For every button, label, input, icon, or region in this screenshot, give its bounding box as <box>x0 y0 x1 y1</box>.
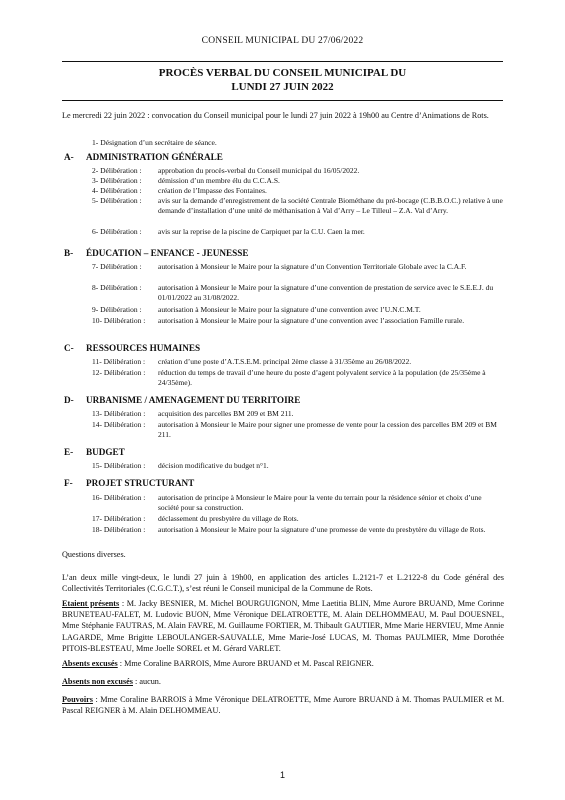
deliberation-text: démission d’un membre élu du C.C.A.S. <box>158 176 280 185</box>
presents-text: : M. Jacky BESNIER, M. Michel BOURGUIGNON, Mme Laetitia BLIN, Mme Aurore BRUAND, Mme Corinne BRUNETEAU-FALET, M. Ludovic BUON, Mme Véronique DELATROETTE, M. Alain DELHOMMEAU, M. Paul DOUESNEL, Mme Stéphanie FAUTRAS, M. Alain FAVRE, M. Guillaume FORTIER, M. Thibault GAUTIER, Mme Marie HERVIEU, Mme Annie LAGARDE, Mme Brigitte LEBOULANGER-SAUVALLE, Mme Marie-José LUCAS, M. Thomas PAULMIER, Mme Dorothée PITOIS-BLESTEAU, Mme Joelle SOREL et M. Gérard VARLET. <box>62 599 505 653</box>
deliberation-text: déclassement du presbytère du village de Rots. <box>158 514 299 523</box>
opening-paragraph: L’an deux mille vingt-deux, le lundi 27 juin à 19h00, en application des articles L.2121-7 et L.2122-8 du Code général des Collectivités Territoriales (C.G.C.T.), s’est réuni le Conseil municipal de la Commune de Rots. <box>62 573 504 594</box>
pouvoirs-text: : Mme Coraline BARROIS à Mme Véronique DELATROETTE, Mme Aurore BRUAND à M. Thomas PAULMIER et M. Pascal REIGNER à M. Alain DELHOMMEAU. <box>62 695 504 716</box>
section-letter: C- <box>64 343 74 353</box>
section-title: ADMINISTRATION GÉNÉRALE <box>86 152 223 162</box>
absents-excuses-paragraph <box>62 658 504 669</box>
questions-diverses: Questions diverses. <box>62 550 126 559</box>
section-c-heading <box>64 343 200 354</box>
deliberation-label: 13- Délibération : <box>92 409 146 418</box>
deliberation-label: 8- Délibération : <box>92 283 142 292</box>
title-line-1: PROCÈS VERBAL DU CONSEIL MUNICIPAL DU <box>158 67 407 79</box>
deliberation-label: 6- Délibération : <box>92 227 142 236</box>
deliberation-text: autorisation à Monsieur le Maire pour la signature d’une convention avec l’U.N.C.M.T. <box>158 305 421 314</box>
page-header: CONSEIL MUNICIPAL DU 27/06/2022 <box>201 36 364 46</box>
section-letter: E- <box>64 447 74 457</box>
deliberation-text: autorisation à Monsieur le Maire pour signer une promesse de vente pour la cession des parcelles BM 209 et BM 211. <box>158 420 497 439</box>
section-f-heading <box>64 478 194 489</box>
section-title: URBANISME / AMENAGEMENT DU TERRITOIRE <box>86 395 301 405</box>
deliberation-label: 15- Délibération : <box>92 461 146 470</box>
deliberation-label: 14- Délibération : <box>92 420 146 429</box>
deliberation-text: décision modificative du budget n°1. <box>158 461 269 470</box>
deliberation-text: création d’une poste d’A.T.S.E.M. principal 2ème classe à 31/35ème au 26/08/2022. <box>158 357 412 366</box>
deliberation-text: création de l’Impasse des Fontaines. <box>158 186 267 195</box>
page-number: 1 <box>279 770 285 780</box>
deliberation-text: avis sur la reprise de la piscine de Carpiquet par la C.U. Caen la mer. <box>158 227 365 236</box>
deliberation-label: 7- Délibération : <box>92 262 142 271</box>
deliberation-label: 12- Délibération : <box>92 368 146 377</box>
deliberation-label: 10- Délibération : <box>92 316 146 325</box>
deliberation-text: réduction du temps de travail d’une heure du poste d’agent polyvalent service à la population (de 25/35ème à 24/35ème). <box>158 368 486 387</box>
section-title: ÉDUCATION – ENFANCE - JEUNESSE <box>86 248 249 258</box>
section-letter: D- <box>64 395 74 405</box>
intro-paragraph: Le mercredi 22 juin 2022 : convocation du Conseil municipal pour le lundi 27 juin 2022 à 19h00 au Centre d’Animations de Rots. <box>62 111 489 120</box>
absents-excuses-text: : Mme Coraline BARROIS, Mme Aurore BRUAND et M. Pascal REIGNER. <box>117 659 374 668</box>
section-letter: A- <box>64 152 74 162</box>
absents-excuses-label: Absents excusés <box>62 659 118 668</box>
section-title: BUDGET <box>86 447 125 457</box>
section-e-heading <box>64 447 125 458</box>
agenda-item-1: 1- Désignation d’un secrétaire de séance. <box>92 138 217 147</box>
deliberation-text: avis sur la demande d’enregistrement de la société Centrale Biométhane du pré-bocage (C.B.B.O.C.) relative à une demande d’installation d’une unité de méthanisation à Val d’Arry – Le Tilleul – Z.A. Val d’Arry. <box>158 196 503 215</box>
pouvoirs-paragraph <box>62 694 504 716</box>
deliberation-label: 9- Délibération : <box>92 305 142 314</box>
section-letter: F- <box>64 478 73 488</box>
deliberation-text: autorisation de principe à Monsieur le Maire pour la vente du terrain pour la résidence sénior et choix d’une société pour sa construction. <box>158 493 482 512</box>
pouvoirs-label: Pouvoirs <box>62 695 93 704</box>
section-d-heading <box>64 395 300 406</box>
deliberation-label: 2- Délibération : <box>92 166 142 175</box>
deliberation-label: 3- Délibération : <box>92 176 142 185</box>
title-line-2: LUNDI 27 JUIN 2022 <box>231 80 334 93</box>
deliberation-label: 18- Délibération : <box>92 525 146 534</box>
deliberation-text: autorisation à Monsieur le Maire pour la signature d’une convention avec l’association Famille rurale. <box>158 316 465 325</box>
section-title: PROJET STRUCTURANT <box>86 478 195 488</box>
deliberation-text: acquisition des parcelles BM 209 et BM 211. <box>158 409 294 418</box>
deliberation-text: autorisation à Monsieur le Maire pour la signature d’une convention de prestation de service avec le S.E.E.J. du 01/01/2022 au 31/08/2022. <box>158 283 494 302</box>
absents-non-excuses-label: Absents non excusés <box>62 677 133 686</box>
deliberation-label: 17- Délibération : <box>92 514 146 523</box>
deliberation-text: autorisation à Monsieur le Maire pour la signature d’une promesse de vente du presbytère du village de Rots. <box>158 525 486 534</box>
deliberation-text: autorisation à Monsieur le Maire pour la signature d’un Convention Territoriale Globale avec la C.A.F. <box>158 262 467 271</box>
deliberation-label: 5- Délibération : <box>92 196 142 205</box>
absents-non-excuses-paragraph <box>62 676 504 687</box>
deliberation-label: 4- Délibération : <box>92 186 142 195</box>
section-b-heading <box>64 248 249 259</box>
section-title: RESSOURCES HUMAINES <box>86 343 201 353</box>
deliberation-label: 11- Délibération : <box>92 357 146 366</box>
deliberation-label: 16- Délibération : <box>92 493 146 502</box>
section-a-heading <box>64 152 223 163</box>
section-letter: B- <box>64 248 74 258</box>
document-title <box>62 61 503 101</box>
presents-paragraph <box>62 598 504 654</box>
presents-label: Etaient présents <box>62 599 120 608</box>
absents-non-excuses-text: : aucun. <box>132 677 161 686</box>
deliberation-text: approbation du procès-verbal du Conseil municipal du 16/05/2022. <box>158 166 360 175</box>
